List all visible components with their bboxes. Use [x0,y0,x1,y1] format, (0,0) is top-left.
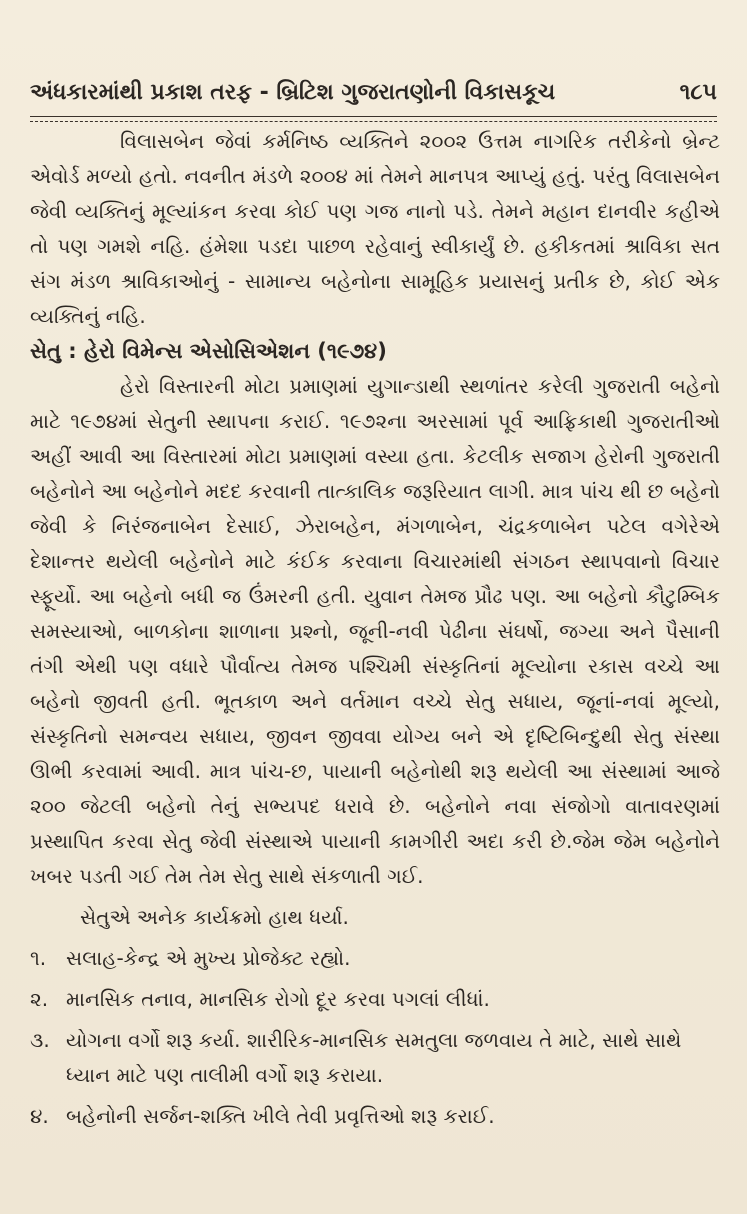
book-title: અંધકારમાંથી પ્રકાશ તરફ - બ્રિટિશ ગુજરાતણોની વિકાસકૂચ [30,79,556,105]
paragraph-vilasben: વિલાસબેન જેવાં કર્મનિષ્ઠ વ્યક્તિને ૨૦૦૨ ઉત્તમ નાગરિક તરીકેનો બ્રેન્ટ એવોર્ડ મળ્યો હતો. નવનીત મંડળે ૨૦૦૪ માં તેમને માનપત્ર આપ્યું હતું. પરંતુ વિલાસબેન જેવી વ્યક્તિનું મૂલ્યાંકન કરવા કોઈ પણ ગજ નાનો પડે. તેમને મહાન દાનવીર કહીએ તો પણ ગમશે નહિ. હંમેશા પડદા પાછળ રહેવાનું સ્વીકાર્યું છે. હકીકતમાં શ્રાવિકા સત સંગ મંડળ શ્રાવિકાઓનું - સામાન્ય બહેનોના સામૂહિક પ્રયાસનું પ્રતીક છે, કોઈ એક વ્યક્તિનું નહિ. [30,129,720,328]
paragraph-setu: હેરો વિસ્તારની મોટા પ્રમાણમાં યુગાન્ડાથી સ્થળાંતર કરેલી ગુજરાતી બહેનો માટે ૧૯૭૪માં સેતુની સ્થાપના કરાઈ. ૧૯૭૨ના અરસામાં પૂર્વ આફ્રિકાથી ગુજરાતીઓ અહીં આવી આ વિસ્તારમાં મોટા પ્રમાણમાં વસ્યા હતા. કેટલીક સજાગ હેરોની ગુજરાતી બહેનોને આ બહેનોને મદદ કરવાની તાત્કાલિક જરૂરિયાત લાગી. માત્ર પાંચ થી છ બહેનો જેવી કે નિરંજનાબેન દેસાઈ, ઝેરાબહેન, મંગળાબેન, ચંદ્રકળાબેન પટેલ વગેરેએ દેશાન્તર થયેલી બહેનોને માટે કંઈક કરવાના વિચારમાંથી સંગઠન સ્થાપવાનો વિચાર સ્ફૂર્યો. આ બહેનો બધી જ ઉંમરની હતી. યુવાન તેમજ પ્રૌઢ પણ. આ બહેનો કૌટુમ્બિક સમસ્યાઓ, બાળકોના શાળાના પ્રશ્નો, જૂની-નવી પેઢીના સંઘર્ષો, જગ્યા અને પૈસાની તંગી એથી પણ વધારે પૌર્વાત્ય તેમજ પશ્ચિમી સંસ્કૃતિનાં મૂલ્યોના રકાસ વચ્ચે આ બહેનો જીવતી હતી. ભૂતકાળ અને વર્તમાન વચ્ચે સેતુ સધાય, જૂનાં-નવાં મૂલ્યો, સંસ્કૃતિનો સમન્વય સધાય, જીવન જીવવા યોગ્ય બને એ દૃષ્ટિબિન્દુથી સેતુ સંસ્થા ઊભી કરવામાં આવી. માત્ર પાંચ-છ, પાયાની બહેનોથી શરૂ થયેલી આ સંસ્થામાં આજે ૨૦૦ જેટલી બહેનો તેનું સભ્યપદ ધરાવે છે. બહેનોને નવા સંજોગો વાતાવરણમાં પ્રસ્થાપિત કરવા સેતુ જેવી સંસ્થાએ પાયાની કામગીરી અદા કરી છે.જેમ જેમ બહેનોને ખબર પડતી ગઈ તેમ તેમ સેતુ સાથે સંકળાતી ગઈ. [30,374,720,888]
list-number: ૧. [30,946,47,970]
list-number: ૪. [30,1104,49,1128]
page-number: ૧૮૫ [679,79,717,105]
list-item [30,1099,720,1134]
list-item [30,941,720,976]
list-number: ૨. [30,987,49,1011]
program-list [30,941,720,1134]
list-text: સલાહ-કેન્દ્ર એ મુખ્ય પ્રોજેક્ટ રહ્યો. [66,946,351,970]
running-header [30,70,717,114]
paragraph-programs: સેતુએ અનેક કાર્યક્રમો હાથ ધર્યા. [80,905,349,929]
list-item [30,1023,720,1093]
list-text: બહેનોની સર્જન-શક્તિ ખીલે તેવી પ્રવૃત્તિઓ શરૂ કરાઈ. [66,1104,495,1128]
list-text: માનસિક તનાવ, માનસિક રોગો દૂર કરવા પગલાં લીધાં. [66,987,490,1011]
page-body [30,124,720,1134]
list-number: ૩. [30,1028,50,1052]
list-text: યોગના વર્ગો શરૂ કર્યા. શારીરિક-માનસિક સમતુલા જળવાય તે માટે, સાથે સાથે ધ્યાન માટે પણ તાલીમી વર્ગો શરૂ કરાયા. [66,1028,682,1087]
section-heading: સેતુ : હેરો વિમેન્સ એસોસિએશન (૧૯૭૪) [30,339,387,363]
header-rule [30,116,717,122]
list-item [30,982,720,1017]
